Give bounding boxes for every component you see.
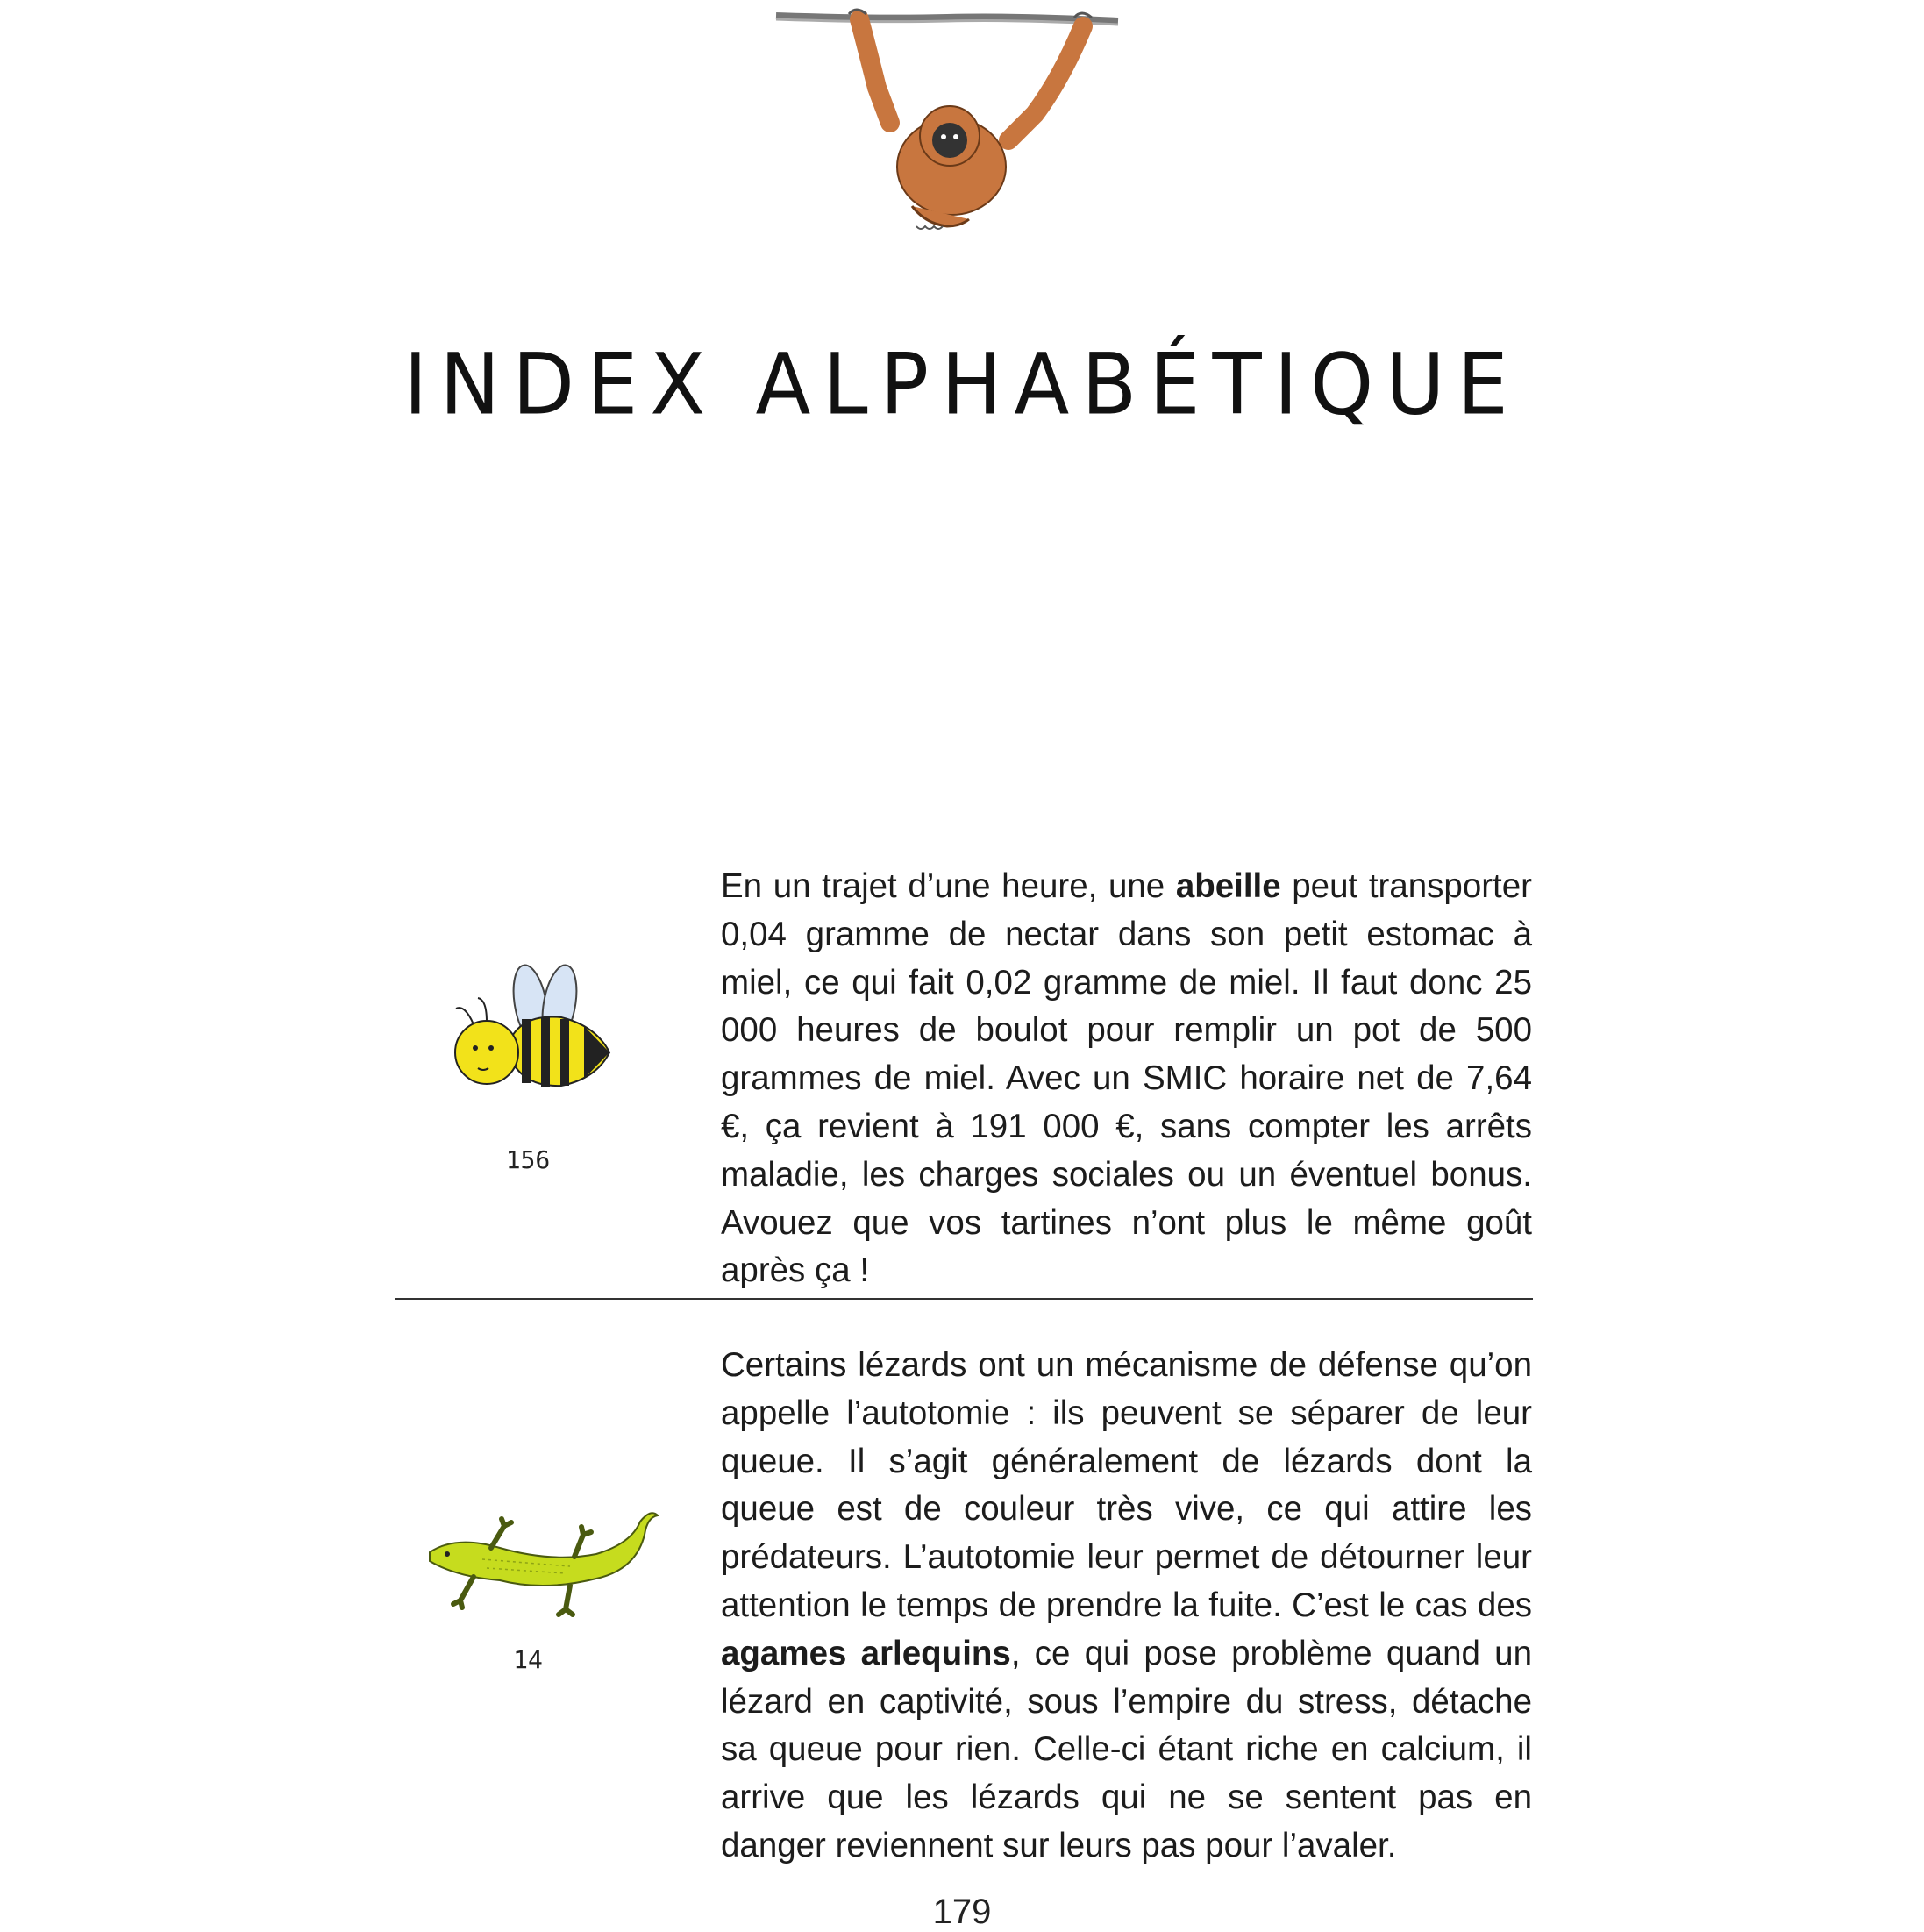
gibbon-illustration	[772, 0, 1122, 237]
page-reference: 14	[513, 1645, 543, 1674]
divider	[395, 1298, 1533, 1300]
page-title: INDEX ALPHABÉTIQUE	[403, 335, 1521, 434]
entry-keyword: agames arlequins	[721, 1634, 1011, 1672]
bee-illustration	[438, 956, 614, 1105]
entry-keyword: abeille	[1175, 867, 1281, 905]
entry-text: , ce qui pose problème quand un lézard en captivité, sous l’empire du stress, détache sa queue pour rien. Celle-ci étant riche en calcium, il arrive que les lézards qui ne se sentent pas en danger reviennent sur leurs pas pour l’avaler.	[721, 1634, 1532, 1864]
page-number: 179	[932, 1893, 992, 1931]
page-reference: 156	[505, 1145, 551, 1174]
entry-text: peut transporter 0,04 gramme de nectar dans son petit estomac à miel, ce qui fait 0,02 gramme de miel. Il faut donc 25 000 heures de boulot pour remplir un pot de 500 grammes de miel. Avec un SMIC horaire net de 7,64 €, ça revient à 191 000 €, sans compter les arrêts maladie, les charges sociales ou un éventuel bonus. Avouez que vos tartines n’ont plus le même goût après ça !	[721, 867, 1532, 1290]
entry-paragraph	[721, 1342, 1532, 1871]
entry-text: Certains lézards ont un mécanisme de défense qu’on appelle l’autotomie : ils peuvent se séparer de leur queue. Il s’agit généralement de lézards dont la queue est de couleur très vive, ce qui attire les prédateurs. L’autotomie leur permet de détourner leur attention le temps de prendre la fuite. C’est le cas des	[721, 1346, 1532, 1624]
entry-paragraph	[721, 863, 1532, 1295]
entry-text: En un trajet d’une heure, une	[721, 867, 1176, 905]
lizard-illustration	[421, 1508, 666, 1622]
